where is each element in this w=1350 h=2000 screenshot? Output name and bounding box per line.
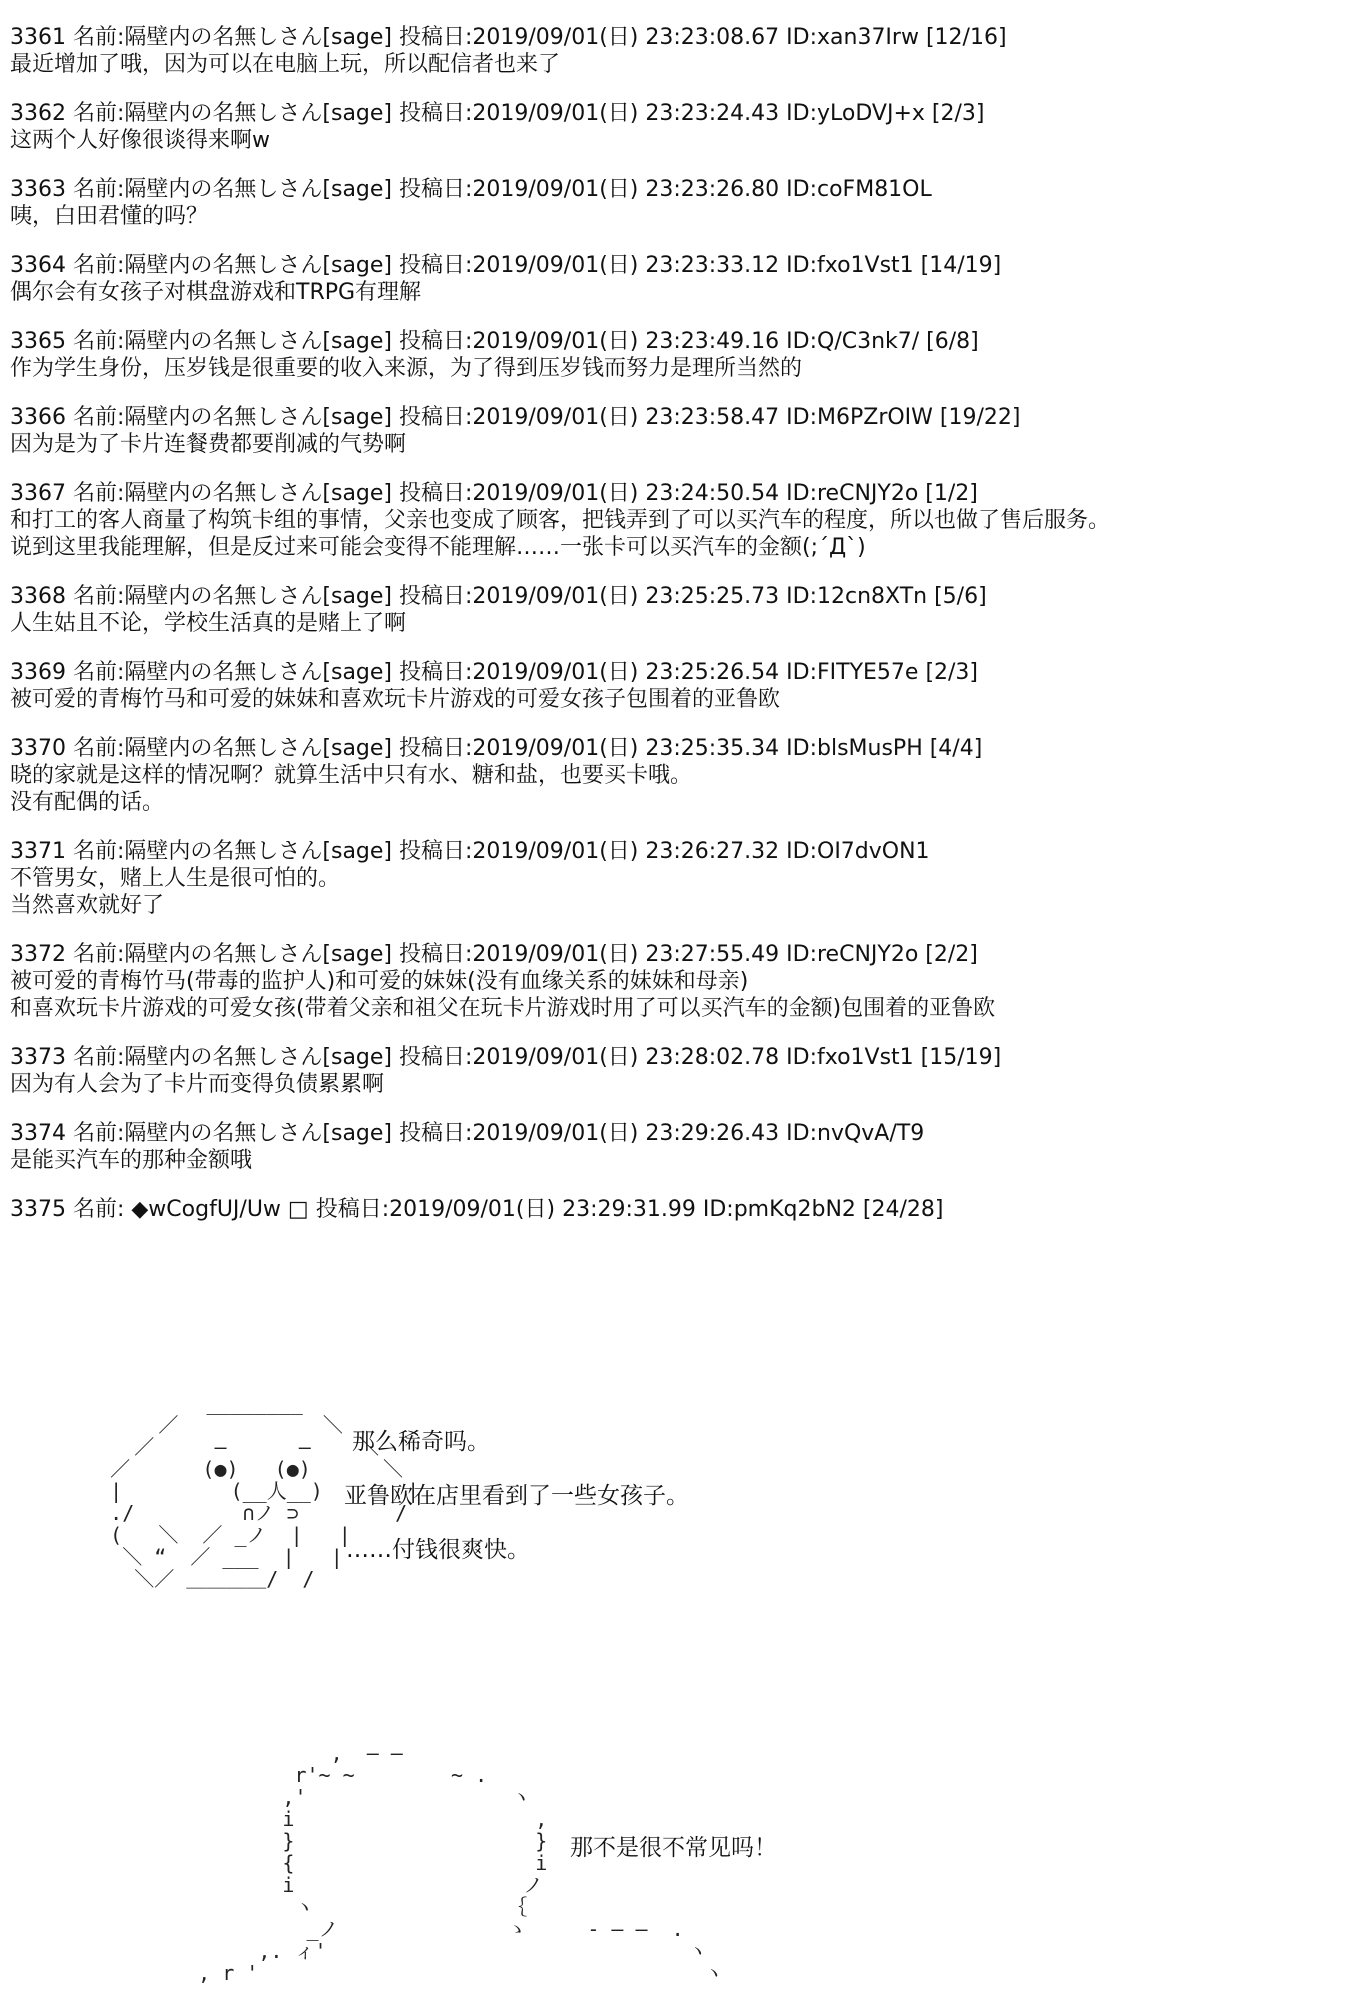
post-header: 3366 名前:隔壁内の名無しさん[sage] 投稿日:2019/09/01(日) 23:23:58.47 ID:M6PZrOIW [19/22]	[10, 405, 1021, 430]
post-body-line: 不管男女，赌上人生是很可怕的。	[10, 866, 341, 891]
post-body-line: 因为有人会为了卡片而变得负债累累啊	[10, 1072, 385, 1097]
post-header: 3362 名前:隔壁内の名無しさん[sage] 投稿日:2019/09/01(日) 23:23:24.43 ID:yLoDVJ+x [2/3]	[10, 101, 985, 126]
dialog-line: 那不是很不常见吗！	[570, 1835, 777, 1861]
post-3364	[10, 252, 1340, 306]
post-3363	[10, 176, 1340, 230]
ascii-art-figure: , ― ― r'~ ~ ~ . ,' ヽ i , } } { i i ノ ヽ ｛ _ノ ゝ - ― ― . ,. ィ' ヽ , r ' ヽ	[198, 1741, 724, 1985]
post-body-line: 最近增加了哦，因为可以在电脑上玩，所以配信者也来了	[10, 52, 561, 77]
post-3370	[10, 735, 1340, 816]
post-header: 3365 名前:隔壁内の名無しさん[sage] 投稿日:2019/09/01(日) 23:23:49.16 ID:Q/C3nk7/ [6/8]	[10, 329, 979, 354]
post-body-line: 没有配偶的话。	[10, 790, 165, 815]
post-3369	[10, 659, 1340, 713]
post-header: 3369 名前:隔壁内の名無しさん[sage] 投稿日:2019/09/01(日) 23:25:26.54 ID:FITYE57e [2/3]	[10, 660, 979, 685]
post-body-line: 这两个人好像很谈得来啊w	[10, 128, 270, 153]
post-body-line: 偶尔会有女孩子对棋盘游戏和TRPG有理解	[10, 280, 422, 305]
post-body-line: 和打工的客人商量了构筑卡组的事情，父亲也变成了顾客，把钱弄到了可以买汽车的程度，所以也做了售后服务。	[10, 508, 1111, 533]
post-body-line: 被可爱的青梅竹马(带毒的监护人)和可爱的妹妹(没有血缘关系的妹妹和母亲)	[10, 969, 749, 994]
post-header: 3372 名前:隔壁内の名無しさん[sage] 投稿日:2019/09/01(日) 23:27:55.49 ID:reCNJY2o [2/2]	[10, 942, 978, 967]
post-3361	[10, 24, 1340, 78]
post-header: 3363 名前:隔壁内の名無しさん[sage] 投稿日:2019/09/01(日) 23:23:26.80 ID:coFM81OL	[10, 177, 932, 202]
post-body-line: 说到这里我能理解，但是反过来可能会变得不能理解……一张卡可以买汽车的金额(;´Д`)	[10, 535, 866, 560]
post-3367	[10, 480, 1340, 561]
post-3375	[10, 1196, 1340, 1223]
post-3365	[10, 328, 1340, 382]
post-header: 3361 名前:隔壁内の名無しさん[sage] 投稿日:2019/09/01(日) 23:23:08.67 ID:xan37Irw [12/16]	[10, 25, 1007, 50]
post-header: 3371 名前:隔壁内の名無しさん[sage] 投稿日:2019/09/01(日) 23:26:27.32 ID:OI7dvON1	[10, 839, 930, 864]
thread	[10, 24, 1340, 1245]
post-3366	[10, 404, 1340, 458]
post-header: 3368 名前:隔壁内の名無しさん[sage] 投稿日:2019/09/01(日) 23:25:25.73 ID:12cn8XTn [5/6]	[10, 584, 987, 609]
post-3374	[10, 1120, 1340, 1174]
ascii-art-round-face: ________ ／ ＼ ／ ― ― ＼ ／ (●) (●) ＼ | (__人__) | ./ ∩ノ ⊃ / ( ＼ ／ _ノ | | ＼ “ ／ ___ | | ＼／ ＿＿＿＿/ /	[110, 1391, 420, 1591]
post-3368	[10, 583, 1340, 637]
post-body-line: 和喜欢玩卡片游戏的可爱女孩(带着父亲和祖父在玩卡片游戏时用了可以买汽车的金额)包围着的亚鲁欧	[10, 996, 996, 1021]
post-3362	[10, 100, 1340, 154]
post-body-line: 晓的家就是这样的情况啊？就算生活中只有水、糖和盐，也要买卡哦。	[10, 763, 693, 788]
post-body-line: 是能买汽车的那种金额哦	[10, 1148, 253, 1173]
post-3373	[10, 1044, 1340, 1098]
post-3372	[10, 941, 1340, 1022]
post-body-line: 被可爱的青梅竹马和可爱的妹妹和喜欢玩卡片游戏的可爱女孩子包围着的亚鲁欧	[10, 687, 781, 712]
post-header: 3373 名前:隔壁内の名無しさん[sage] 投稿日:2019/09/01(日) 23:28:02.78 ID:fxo1Vst1 [15/19]	[10, 1045, 1002, 1070]
post-body-line: 作为学生身份，压岁钱是很重要的收入来源，为了得到压岁钱而努力是理所当然的	[10, 356, 803, 381]
post-header: 3364 名前:隔壁内の名無しさん[sage] 投稿日:2019/09/01(日) 23:23:33.12 ID:fxo1Vst1 [14/19]	[10, 253, 1002, 278]
dialog-line: 亚鲁欧在店里看到了一些女孩子。	[344, 1483, 689, 1509]
post-body-line: 咦，白田君懂的吗？	[10, 204, 209, 229]
post-header: 3367 名前:隔壁内の名無しさん[sage] 投稿日:2019/09/01(日) 23:24:50.54 ID:reCNJY2o [1/2]	[10, 481, 978, 506]
dialog-line: ……付钱很爽快。	[346, 1537, 530, 1563]
post-header: 3375 名前: ◆wCogfUJ/Uw □ 投稿日:2019/09/01(日) 23:29:31.99 ID:pmKq2bN2 [24/28]	[10, 1197, 944, 1222]
post-body-line: 当然喜欢就好了	[10, 893, 165, 918]
post-3371	[10, 838, 1340, 919]
post-body-line: 因为是为了卡片连餐费都要削减的气势啊	[10, 432, 407, 457]
post-header: 3370 名前:隔壁内の名無しさん[sage] 投稿日:2019/09/01(日) 23:25:35.34 ID:blsMusPH [4/4]	[10, 736, 983, 761]
post-body-line: 人生姑且不论，学校生活真的是赌上了啊	[10, 611, 407, 636]
dialog-line: 那么稀奇吗。	[352, 1429, 490, 1455]
post-header: 3374 名前:隔壁内の名無しさん[sage] 投稿日:2019/09/01(日) 23:29:26.43 ID:nvQvA/T9	[10, 1121, 925, 1146]
